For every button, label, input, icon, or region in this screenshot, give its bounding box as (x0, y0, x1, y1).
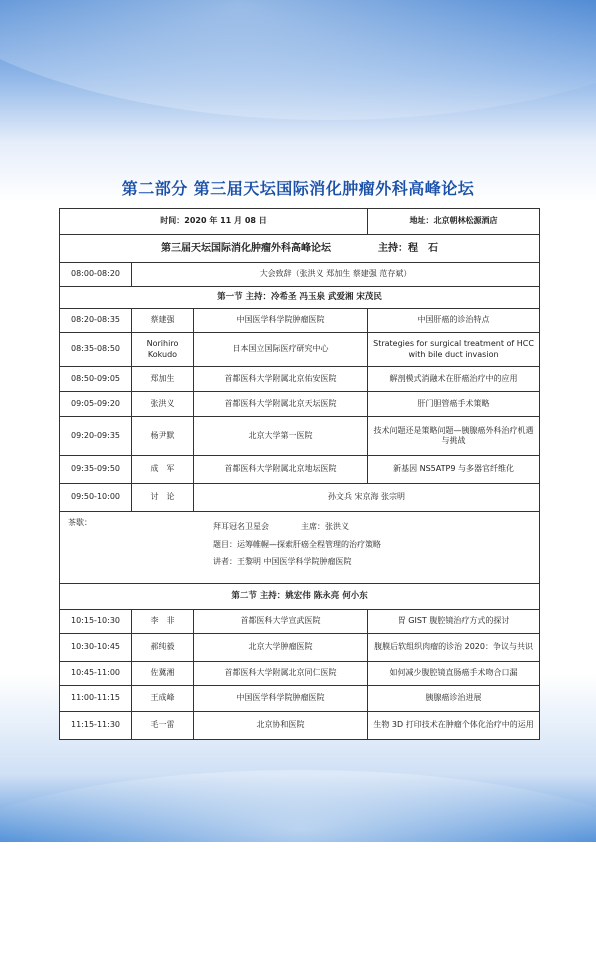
forum-name: 第三届天坛国际消化肿瘤外科高峰论坛 (161, 243, 332, 254)
discussion-time: 09:50-10:00 (60, 484, 132, 512)
row-time: 11:00-11:15 (60, 686, 132, 712)
row-speaker: 蔡建强 (132, 309, 194, 333)
row-time: 08:50-09:05 (60, 367, 132, 392)
row-time: 09:35-09:50 (60, 456, 132, 484)
row-speaker: 杨尹默 (132, 417, 194, 456)
table-row (60, 662, 540, 686)
table-row (60, 456, 540, 484)
table-row (60, 712, 540, 740)
decorative-wave-bottom (0, 770, 596, 970)
schedule-table (59, 208, 540, 740)
row-org: 首都医科大学附属北京同仁医院 (194, 662, 368, 686)
satellite-meeting-line: 拜耳冠名卫星会 主席：张洪义 (213, 522, 349, 531)
satellite-speaker-line: 讲者：王黎明 中国医学科学院肿瘤医院 (213, 557, 352, 567)
opening-text: 大会致辞（张洪义 郑加生 蔡建强 范存斌） (132, 263, 540, 287)
row-topic: Strategies for surgical treatment of HCC with bile duct invasion (368, 333, 540, 367)
info-row (60, 209, 540, 235)
section1-header-row (60, 287, 540, 309)
row-speaker: 郝纯毅 (132, 634, 194, 662)
row-org: 中国医学科学院肿瘤医院 (194, 309, 368, 333)
table-row (60, 417, 540, 456)
row-topic: 腹膜后软组织肉瘤的诊治 2020：争议与共识 (368, 634, 540, 662)
forum-host: 主持：程 石 (378, 243, 438, 254)
row-topic: 如何减少腹腔镜直肠癌手术吻合口漏 (368, 662, 540, 686)
table-row (60, 333, 540, 367)
row-speaker: 成 军 (132, 456, 194, 484)
page-title: 第二部分 第三届天坛国际消化肿瘤外科高峰论坛 (121, 179, 475, 198)
row-speaker: 佐冀湘 (132, 662, 194, 686)
row-time: 10:30-10:45 (60, 634, 132, 662)
discussion-names: 孙文兵 宋京海 张宗明 (194, 484, 540, 512)
table-row (60, 686, 540, 712)
row-time: 08:35-08:50 (60, 333, 132, 367)
row-org: 首都医科大学附属北京天坛医院 (194, 392, 368, 417)
table-row (60, 610, 540, 634)
opening-time: 08:00-08:20 (60, 263, 132, 287)
row-time: 10:15-10:30 (60, 610, 132, 634)
table-row (60, 309, 540, 333)
row-topic: 肝门胆管癌手术策略 (368, 392, 540, 417)
table-row (60, 634, 540, 662)
row-topic: 生物 3D 打印技术在肿瘤个体化治疗中的运用 (368, 712, 540, 740)
row-topic: 解剖模式消融术在肝癌治疗中的应用 (368, 367, 540, 392)
row-speaker: 王成峰 (132, 686, 194, 712)
row-org: 首都医科大学宣武医院 (194, 610, 368, 634)
discussion-label: 讨 论 (132, 484, 194, 512)
tea-break-row (60, 512, 540, 584)
row-time: 10:45-11:00 (60, 662, 132, 686)
row-topic: 胰腺癌诊治进展 (368, 686, 540, 712)
section1-title: 第一节 主持：冷希圣 冯玉泉 武爱湘 宋茂民 (60, 287, 540, 309)
table-row (60, 392, 540, 417)
discussion-row (60, 484, 540, 512)
opening-row (60, 263, 540, 287)
event-time: 时间：2020 年 11 月 08 日 (60, 209, 368, 235)
event-location: 地址：北京朝林松源酒店 (368, 209, 540, 235)
section2-title: 第二节 主持：姚宏伟 陈永亮 何小东 (60, 584, 540, 610)
row-time: 08:20-08:35 (60, 309, 132, 333)
row-org: 首都医科大学附属北京地坛医院 (194, 456, 368, 484)
row-time: 11:15-11:30 (60, 712, 132, 740)
row-topic: 胃 GIST 腹腔镜治疗方式的探讨 (368, 610, 540, 634)
table-row (60, 367, 540, 392)
tea-break-label: 茶歇： (68, 518, 92, 527)
row-speaker: 毛一雷 (132, 712, 194, 740)
row-org: 北京协和医院 (194, 712, 368, 740)
row-speaker: 李 非 (132, 610, 194, 634)
row-speaker: Norihiro Kokudo (132, 333, 194, 367)
row-time: 09:05-09:20 (60, 392, 132, 417)
satellite-topic-line: 题目：运筹帷幄—探索肝癌全程管理的治疗策略 (213, 539, 381, 549)
row-org: 首都医科大学附属北京佑安医院 (194, 367, 368, 392)
row-time: 09:20-09:35 (60, 417, 132, 456)
row-topic: 中国肝癌的诊治特点 (368, 309, 540, 333)
row-speaker: 郑加生 (132, 367, 194, 392)
row-org: 中国医学科学院肿瘤医院 (194, 686, 368, 712)
section2-header-row (60, 584, 540, 610)
row-org: 北京大学肿瘤医院 (194, 634, 368, 662)
forum-row (60, 235, 540, 263)
row-speaker: 张洪义 (132, 392, 194, 417)
row-org: 北京大学第一医院 (194, 417, 368, 456)
row-org: 日本国立国际医疗研究中心 (194, 333, 368, 367)
row-topic: 技术问题还是策略问题—胰腺癌外科治疗机遇与挑战 (368, 417, 540, 456)
row-topic: 新基因 NS5ATP9 与多器官纤维化 (368, 456, 540, 484)
